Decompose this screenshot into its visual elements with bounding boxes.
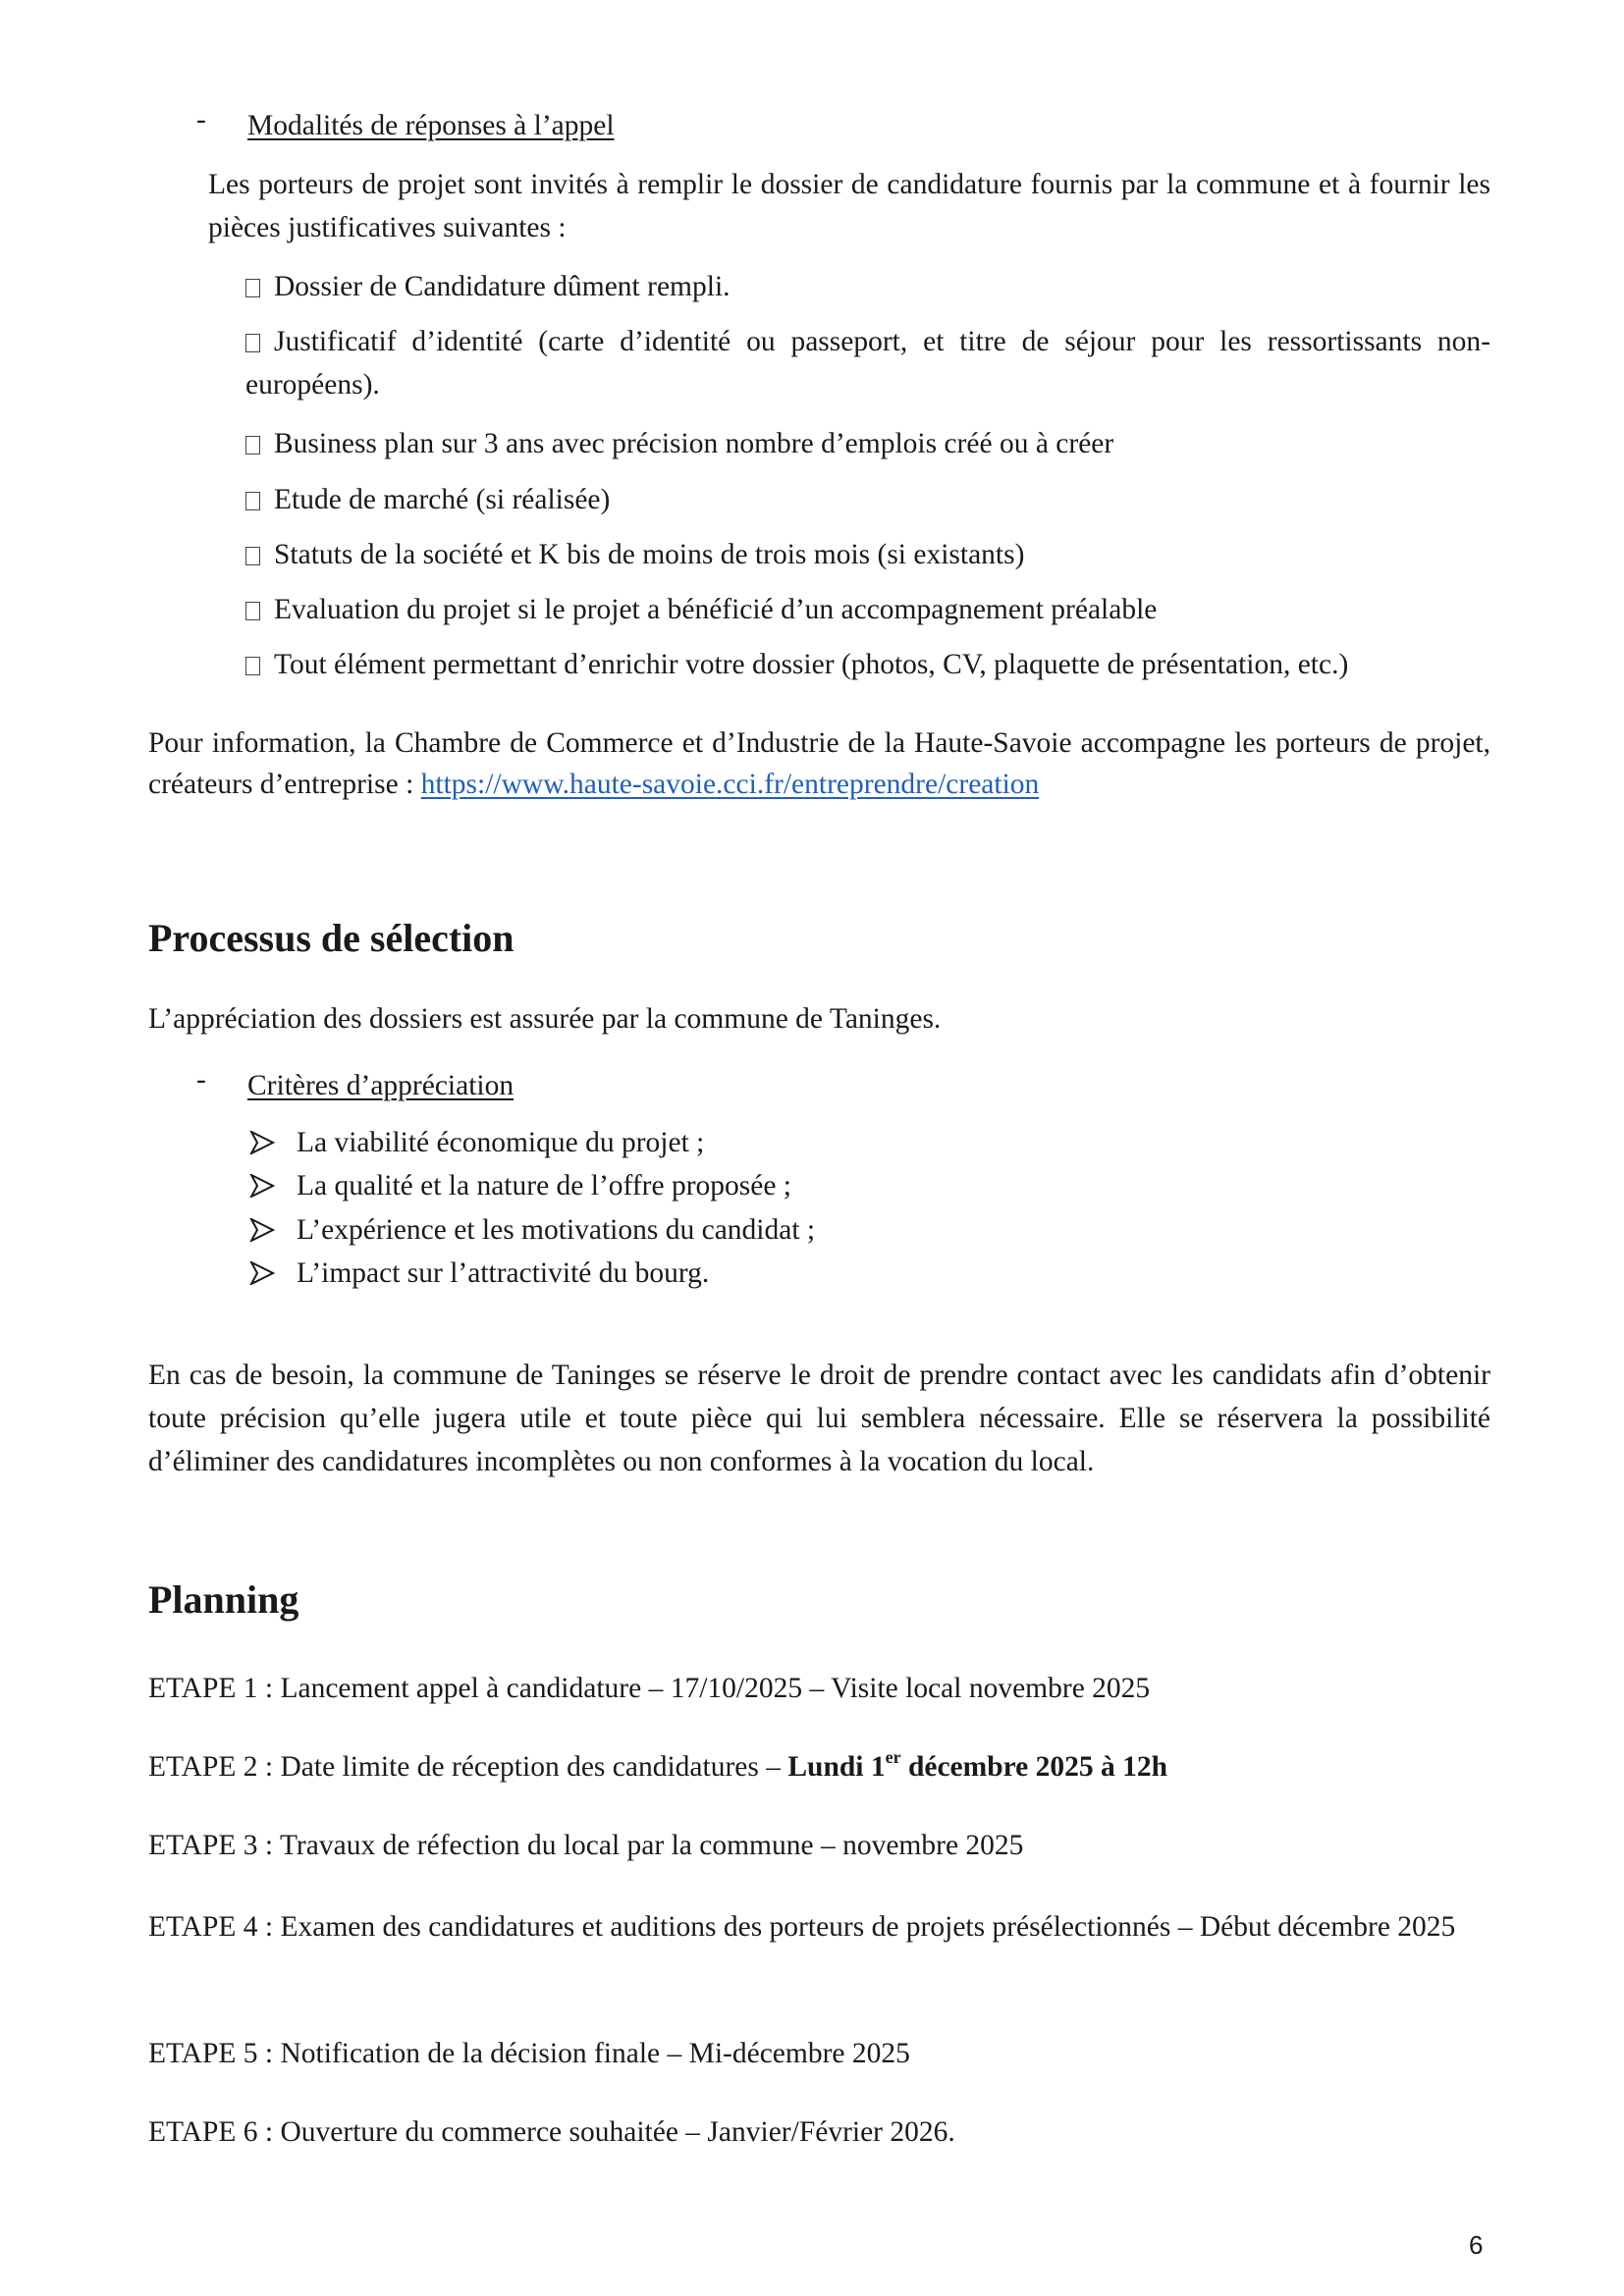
selection-intro: L’appréciation des dossiers est assurée par la commune de Taninges. bbox=[148, 1003, 942, 1035]
list-dash: - bbox=[196, 104, 206, 135]
checklist-item: Dossier de Candidature dûment rempli. bbox=[245, 265, 1490, 308]
checkbox-icon bbox=[245, 657, 260, 675]
checkbox-icon bbox=[245, 334, 260, 352]
checkbox-icon bbox=[245, 279, 260, 297]
criteria-item: La qualité et la nature de l’offre proposée ; bbox=[297, 1164, 791, 1207]
section-title-planning: Planning bbox=[148, 1577, 299, 1622]
checklist-item: Evaluation du projet si le projet a bénéficié d’un accompagnement préalable bbox=[245, 588, 1490, 631]
checkbox-icon bbox=[245, 492, 260, 510]
checkbox-icon bbox=[245, 547, 260, 565]
planning-etape-3: ETAPE 3 : Travaux de réfection du local par la commune – novembre 2025 bbox=[148, 1830, 1024, 1861]
arrow-bullet-icon bbox=[249, 1131, 275, 1154]
criteria-item: L’impact sur l’attractivité du bourg. bbox=[297, 1252, 709, 1295]
checklist-item: Etude de marché (si réalisée) bbox=[245, 478, 1490, 521]
modalites-intro: Les porteurs de projet sont invités à remplir le dossier de candidature fournis par la commune et à fournir les pièces justificatives suivantes : bbox=[208, 169, 1490, 243]
selection-closing: En cas de besoin, la commune de Taninges se réserve le droit de prendre contact avec les candidats afin d’obtenir toute précision qu’elle jugera utile et toute pièce qui lui semblera nécessaire. Elle se réservera la possibilité d’éliminer des candidatures incomplètes ou non conformes à la vocation du local. bbox=[148, 1360, 1490, 1477]
arrow-bullet-icon bbox=[249, 1174, 275, 1198]
modalites-heading: Modalités de réponses à l’appel bbox=[247, 110, 615, 141]
criteria-item: L’expérience et les motivations du candidat ; bbox=[297, 1208, 815, 1252]
arrow-bullet-icon bbox=[249, 1218, 275, 1242]
checklist-item: Business plan sur 3 ans avec précision nombre d’emplois créé ou à créer bbox=[245, 422, 1490, 465]
checklist-item: Justificatif d’identité (carte d’identité ou passeport, et titre de séjour pour les ressortissants non-européens). bbox=[245, 326, 1490, 400]
cci-link[interactable]: https://www.haute-savoie.cci.fr/entreprendre/creation bbox=[420, 769, 1040, 800]
criteria-item: La viabilité économique du projet ; bbox=[297, 1121, 704, 1164]
planning-etape-2: ETAPE 2 : Date limite de réception des candidatures – Lundi 1er décembre 2025 à 12h bbox=[148, 1747, 1168, 1783]
arrow-bullet-icon bbox=[249, 1261, 275, 1285]
checklist-item: Statuts de la société et K bis de moins de trois mois (si existants) bbox=[245, 533, 1490, 576]
page-number: 6 bbox=[1469, 2230, 1484, 2260]
checkbox-icon bbox=[245, 602, 260, 620]
list-dash: - bbox=[196, 1064, 206, 1095]
checklist-item: Tout élément permettant d’enrichir votre dossier (photos, CV, plaquette de présentation, etc.) bbox=[245, 643, 1490, 686]
planning-etape-4: ETAPE 4 : Examen des candidatures et auditions des porteurs de projets présélectionnés – Début décembre 2025 bbox=[148, 1911, 1456, 1943]
planning-etape-6: ETAPE 6 : Ouverture du commerce souhaitée – Janvier/Février 2026. bbox=[148, 2116, 955, 2148]
info-paragraph: Pour information, la Chambre de Commerce et d’Industrie de la Haute-Savoie accompagne les porteurs de projet, créateurs d’entreprise : https://www.haute-savoie.cci.fr/entreprendre/creation bbox=[148, 727, 1490, 800]
criteria-heading: Critères d’appréciation bbox=[247, 1070, 514, 1101]
checkbox-icon bbox=[245, 436, 260, 454]
planning-etape-5: ETAPE 5 : Notification de la décision finale – Mi-décembre 2025 bbox=[148, 2038, 910, 2069]
planning-etape-1: ETAPE 1 : Lancement appel à candidature – 17/10/2025 – Visite local novembre 2025 bbox=[148, 1673, 1151, 1704]
section-title-selection: Processus de sélection bbox=[148, 916, 514, 960]
